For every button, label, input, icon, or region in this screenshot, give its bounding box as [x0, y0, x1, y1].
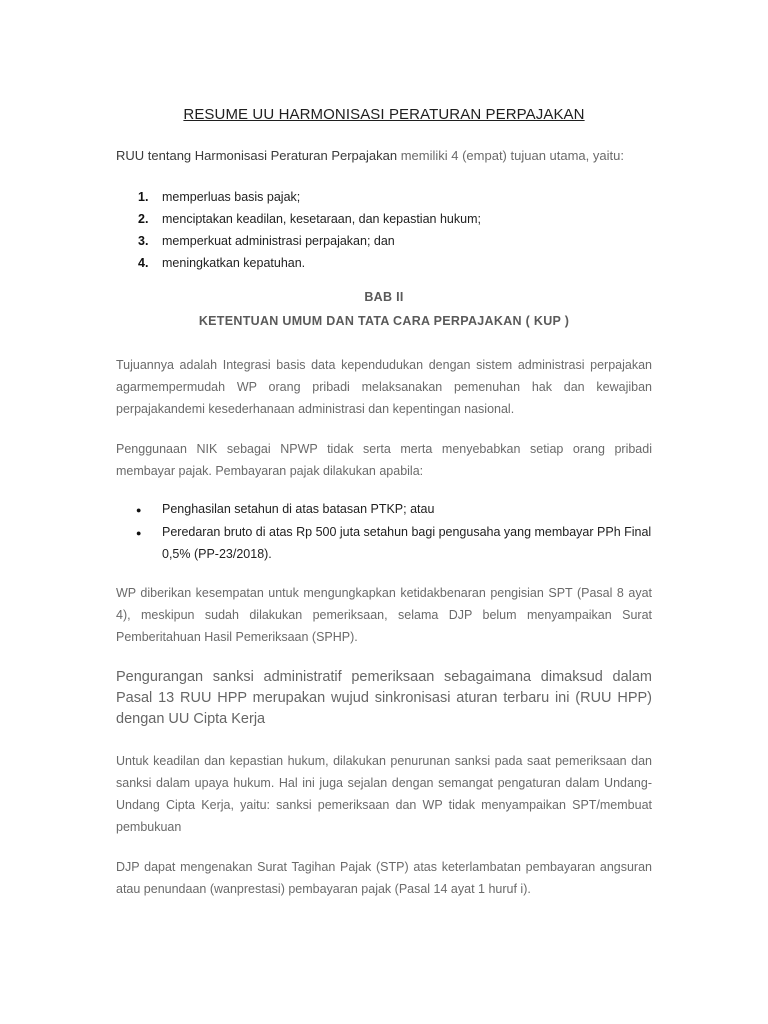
document-title: RESUME UU HARMONISASI PERATURAN PERPAJAKAN — [183, 106, 585, 123]
list-item — [136, 498, 656, 521]
bullet-icon: ● — [136, 528, 142, 538]
goals-list — [138, 186, 638, 274]
chapter-title: KETENTUAN UMUM DAN TATA CARA PERPAJAKAN ( KUP ) — [198, 314, 570, 328]
paragraph-sanksi: Pengurangan sanksi administratif pemeriksaan sebagaimana dimaksud dalam Pasal 13 RUU HPP merupakan wujud sinkronisasi aturan terbaru ini (RUU HPP) dengan UU Cipta Kerja — [116, 669, 652, 727]
paragraph-spt: WP diberikan kesempatan untuk mengungkapkan ketidakbenaran pengisian SPT (Pasal 8 ayat 4), meskipun sudah dilakukan pemeriksaan, selama DJP belum menyampaikan Surat Pemberitahuan Hasil Pemeriksaan (SPHP). — [116, 586, 652, 644]
list-text: Penghasilan setahun di atas batasan PTKP; atau — [162, 502, 435, 516]
list-item — [136, 521, 656, 565]
paragraph-stp: DJP dapat mengenakan Surat Tagihan Pajak (STP) atas keterlambatan pembayaran angsuran atau penundaan (wanprestasi) pembayaran pajak (Pasal 14 ayat 1 huruf i). — [116, 860, 652, 896]
list-item — [138, 230, 638, 252]
list-number: 1. — [138, 190, 149, 204]
list-item — [138, 186, 638, 208]
list-text: Peredaran bruto di atas Rp 500 juta setahun bagi pengusaha yang membayar PPh Final 0,5% (PP-23/2018). — [162, 525, 652, 561]
list-text: menciptakan keadilan, kesetaraan, dan kepastian hukum; — [162, 212, 481, 226]
list-number: 2. — [138, 212, 149, 226]
paragraph-nik: Penggunaan NIK sebagai NPWP tidak serta merta menyebabkan setiap orang pribadi membayar pajak. Pembayaran pajak dilakukan apabila: — [116, 442, 652, 478]
paragraph-integrasi: Tujuannya adalah Integrasi basis data kependudukan dengan sistem administrasi perpajakan agarmempermudah WP orang pribadi melaksanakan pemenuhan hak dan kewajiban perpajakandemi kesederhanaan administrasi dan kepentingan nasional. — [116, 358, 652, 416]
list-item — [138, 208, 638, 230]
paragraph-keadilan: Untuk keadilan dan kepastian hukum, dilakukan penurunan sanksi pada saat pemeriksaan dan sanksi dalam upaya hukum. Hal ini juga sejalan dengan semangat pengaturan dalam Undang-Undang Cipta Kerja, yaitu: sanksi pemeriksaan dan WP tidak menyampaikan SPT/membuat pembukuan — [116, 754, 652, 834]
conditions-list — [136, 498, 656, 565]
list-text: meningkatkan kepatuhan. — [162, 256, 306, 270]
intro-lead: RUU tentang Harmonisasi Peraturan Perpajakan — [116, 148, 398, 163]
list-text: memperkuat administrasi perpajakan; dan — [162, 234, 395, 248]
intro-sentence — [116, 148, 656, 163]
list-number: 3. — [138, 234, 149, 248]
list-text: memperluas basis pajak; — [162, 190, 301, 204]
chapter-number: BAB II — [364, 290, 404, 304]
bullet-icon: ● — [136, 505, 142, 515]
list-number: 4. — [138, 256, 149, 270]
list-item — [138, 252, 638, 274]
intro-rest: memiliki 4 (empat) tujuan utama, yaitu: — [397, 148, 624, 163]
